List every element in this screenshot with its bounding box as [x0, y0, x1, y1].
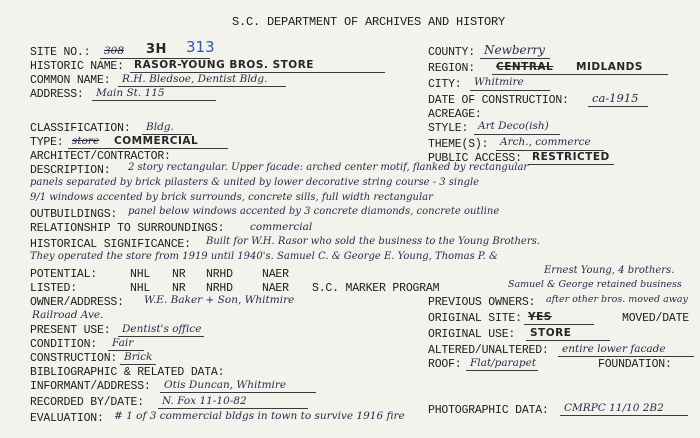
present-use-value: Dentist's office — [122, 323, 202, 335]
recorded-value: N. Fox 11-10-82 — [162, 395, 247, 407]
informant-label: INFORMANT/ADDRESS: — [30, 380, 151, 393]
potential-naer: NAER — [262, 268, 289, 281]
date-construction-label: DATE OF CONSTRUCTION: — [428, 94, 569, 107]
public-access-value: RESTRICTED — [532, 151, 610, 163]
county-label: COUNTY: — [428, 46, 475, 59]
original-site-label: ORIGINAL SITE: — [428, 312, 522, 325]
architect-label: ARCHITECT/CONTRACTOR: — [30, 150, 171, 163]
previous-owners-label: PREVIOUS OWNERS: — [428, 296, 536, 309]
region-line — [492, 74, 668, 75]
date-construction-value: ca-1915 — [592, 91, 639, 105]
description-label: DESCRIPTION: — [30, 164, 111, 177]
construction-line — [120, 364, 156, 365]
photographic-line — [560, 415, 688, 416]
potential-nhl: NHL — [130, 268, 151, 281]
city-line — [470, 90, 550, 91]
site-no-label: SITE NO.: — [30, 46, 91, 59]
original-use-label: ORIGINAL USE: — [428, 328, 516, 341]
city-value: Whitmire — [474, 76, 524, 88]
listed-nrhd: NRHD — [206, 282, 233, 295]
original-site-line — [524, 324, 594, 325]
county-value: Newberry — [484, 43, 545, 57]
significance-label: HISTORICAL SIGNIFICANCE: — [30, 238, 191, 251]
type-value: COMMERCIAL — [114, 135, 199, 147]
address-value: Main St. 115 — [96, 87, 165, 99]
common-name-value: R.H. Bledsoe, Dentist Bldg. — [122, 73, 268, 85]
outbuildings-value: panel below windows accented by 3 concrete diamonds, concrete outline — [128, 206, 500, 217]
acreage-label: ACREAGE: — [428, 108, 482, 121]
altered-line — [558, 356, 694, 357]
listed-nr: NR — [172, 282, 186, 295]
original-site-value: YES — [528, 311, 552, 323]
original-use-line — [526, 340, 610, 341]
potential-nr: NR — [172, 268, 186, 281]
evaluation-label: EVALUATION: — [30, 412, 104, 425]
description-line-1: 2 story rectangular. Upper facade: arched center motif, flanked by rectangular — [128, 162, 529, 173]
owner-note-2: Samuel & George retained business — [508, 279, 682, 290]
potential-nrhd: NRHD — [206, 268, 233, 281]
owner-note-1: Ernest Young, 4 brothers. — [544, 265, 675, 276]
listed-label: LISTED: — [30, 282, 77, 295]
themes-value: Arch., commerce — [500, 136, 591, 148]
condition-label: CONDITION: — [30, 338, 98, 351]
owner-value: W.E. Baker + Son, Whitmire — [144, 294, 295, 306]
owner-label: OWNER/ADDRESS: — [30, 296, 124, 309]
condition-value: Fair — [112, 337, 134, 349]
significance-line-2: They operated the store from 1919 until 1940's. Samuel C. & George E. Young, Thomas P. & — [30, 251, 498, 262]
relationship-value: commercial — [250, 221, 313, 233]
address-label: ADDRESS: — [30, 88, 84, 101]
significance-line-1: Built for W.H. Rasor who sold the business to the Young Brothers. — [206, 236, 540, 247]
type-struck: store — [72, 135, 100, 147]
bibliographic-label: BIBLIOGRAPHIC & RELATED DATA: — [30, 366, 225, 379]
altered-value: entire lower facade — [562, 343, 666, 355]
listed-nhl: NHL — [130, 282, 151, 295]
present-use-label: PRESENT USE: — [30, 324, 111, 337]
construction-value: Brick — [124, 351, 153, 363]
altered-label: ALTERED/UNALTERED: — [428, 344, 549, 357]
relationship-label: RELATIONSHIP TO SURROUNDINGS: — [30, 222, 225, 235]
common-name-label: COMMON NAME: — [30, 74, 111, 87]
county-line — [480, 58, 550, 59]
site-no-blue: 313 — [186, 38, 215, 56]
roof-value: Flat/parapet — [470, 357, 537, 369]
roof-label: ROOF: — [428, 358, 462, 371]
listed-naer: NAER — [262, 282, 289, 295]
card-title: S.C. DEPARTMENT OF ARCHIVES AND HISTORY — [232, 15, 506, 29]
moved-date-label: MOVED/DATE — [622, 312, 690, 325]
date-construction-line — [588, 106, 648, 107]
style-line — [474, 134, 560, 135]
foundation-label: FOUNDATION: — [598, 358, 672, 371]
description-line-2: panels separated by brick pilasters & united by lower decorative string course - 3 single — [30, 177, 480, 188]
public-access-line — [528, 164, 614, 165]
description-line-3: 9/1 windows accented by brick surrounds, concrete sills, full width rectangular — [30, 192, 433, 203]
historic-name-value: RASOR-YOUNG BROS. STORE — [134, 59, 314, 71]
public-access-label: PUBLIC ACCESS: — [428, 152, 522, 165]
region-label: REGION: — [428, 62, 475, 75]
classification-value: Bldg. — [146, 121, 174, 133]
owner-value-2: Railroad Ave. — [32, 309, 104, 321]
style-value: Art Deco(ish) — [478, 120, 549, 132]
outbuildings-label: OUTBUILDINGS: — [30, 208, 118, 221]
previous-owners-value: after other bros. moved away — [546, 294, 688, 305]
site-no-value: 3H — [146, 42, 167, 57]
recorded-label: RECORDED BY/DATE: — [30, 396, 144, 409]
region-value: MIDLANDS — [576, 61, 643, 73]
roof-line — [466, 370, 538, 371]
site-no-struck: 308 — [104, 45, 125, 57]
photographic-value: CMRPC 11/10 2B2 — [564, 402, 664, 414]
city-label: CITY: — [428, 78, 462, 91]
style-label: STYLE: — [428, 122, 469, 135]
themes-label: THEME(S): — [428, 138, 489, 151]
historic-name-label: HISTORIC NAME: — [30, 60, 124, 73]
informant-line — [160, 392, 316, 393]
address-line — [92, 100, 216, 101]
type-label: TYPE: — [30, 136, 64, 149]
potential-label: POTENTIAL: — [30, 268, 98, 281]
original-use-value: STORE — [530, 327, 572, 339]
photographic-label: PHOTOGRAPHIC DATA: — [428, 404, 549, 417]
evaluation-value: # 1 of 3 commercial bldgs in town to survive 1916 fire — [114, 410, 405, 422]
classification-label: CLASSIFICATION: — [30, 122, 131, 135]
region-struck: CENTRAL — [496, 61, 554, 73]
marker-program: S.C. MARKER PROGRAM — [312, 282, 440, 295]
type-line — [68, 148, 228, 149]
recorded-line — [158, 408, 308, 409]
informant-value: Otis Duncan, Whitmire — [164, 379, 287, 391]
construction-label: CONSTRUCTION: — [30, 352, 118, 365]
